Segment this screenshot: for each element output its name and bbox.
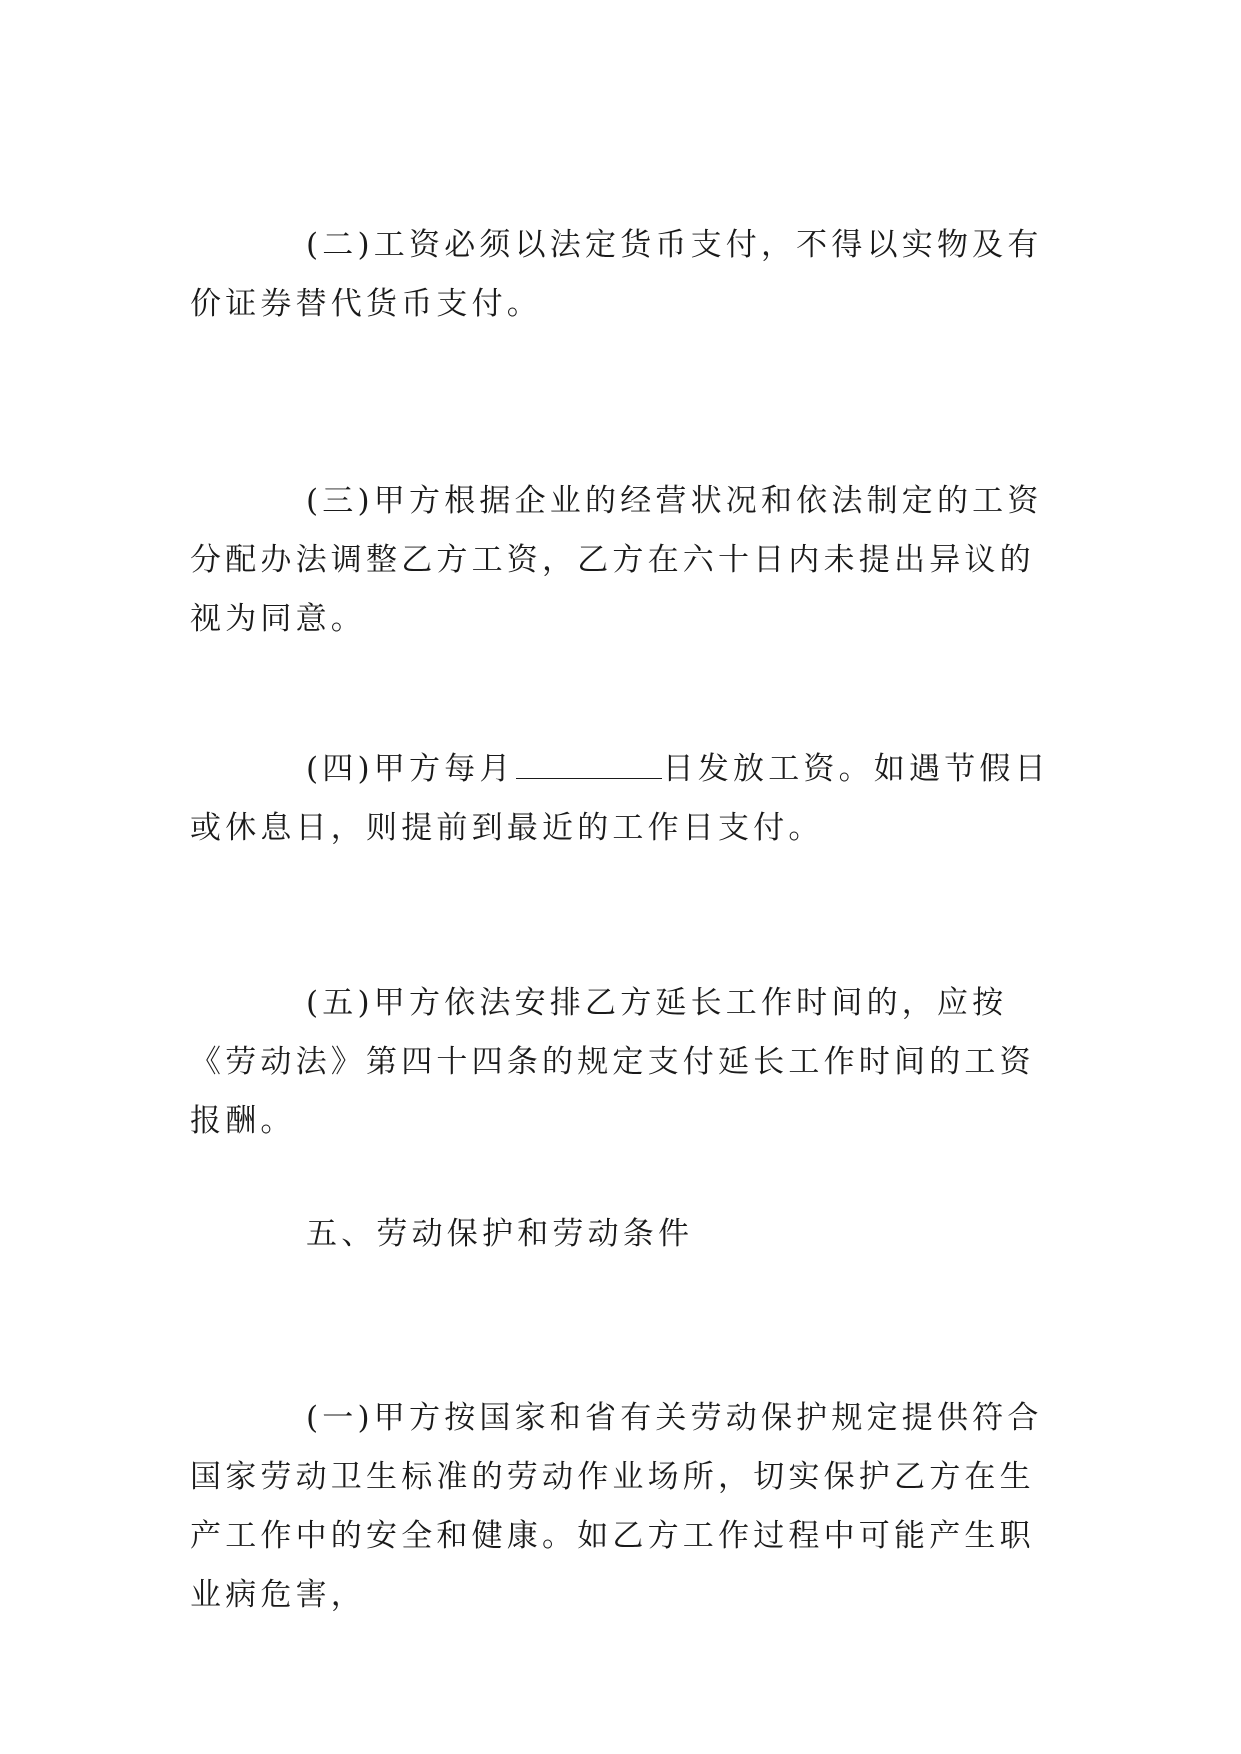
pay-day-text-before: (四)甲方每月 — [306, 751, 515, 787]
pay-day-blank-field — [516, 748, 662, 779]
paragraph-pay-day — [190, 740, 1060, 858]
paragraph-wage-currency: (二)工资必须以法定货币支付，不得以实物及有价证券替代货币支付。 — [190, 227, 1043, 322]
paragraph-wage-adjustment: (三)甲方根据企业的经营状况和依法制定的工资分配办法调整乙方工资，乙方在六十日内未提出异议的视为同意。 — [190, 483, 1043, 637]
pay-day-text-after: 日发放工资。如遇节假日或休息日，则提前到最近的工作日支付。 — [190, 751, 1050, 846]
paragraph-work-environment: (一)甲方按国家和省有关劳动保护规定提供符合国家劳动卫生标准的劳动作业场所，切实保护乙方在生产工作中的安全和健康。如乙方工作过程中可能产生职业病危害， — [190, 1400, 1043, 1613]
section-heading-labor-protection: 五、劳动保护和劳动条件 — [306, 1216, 694, 1252]
paragraph-overtime-pay: (五)甲方依法安排乙方延长工作时间的，应按《劳动法》第四十四条的规定支付延长工作时间的工资报酬。 — [190, 985, 1035, 1139]
